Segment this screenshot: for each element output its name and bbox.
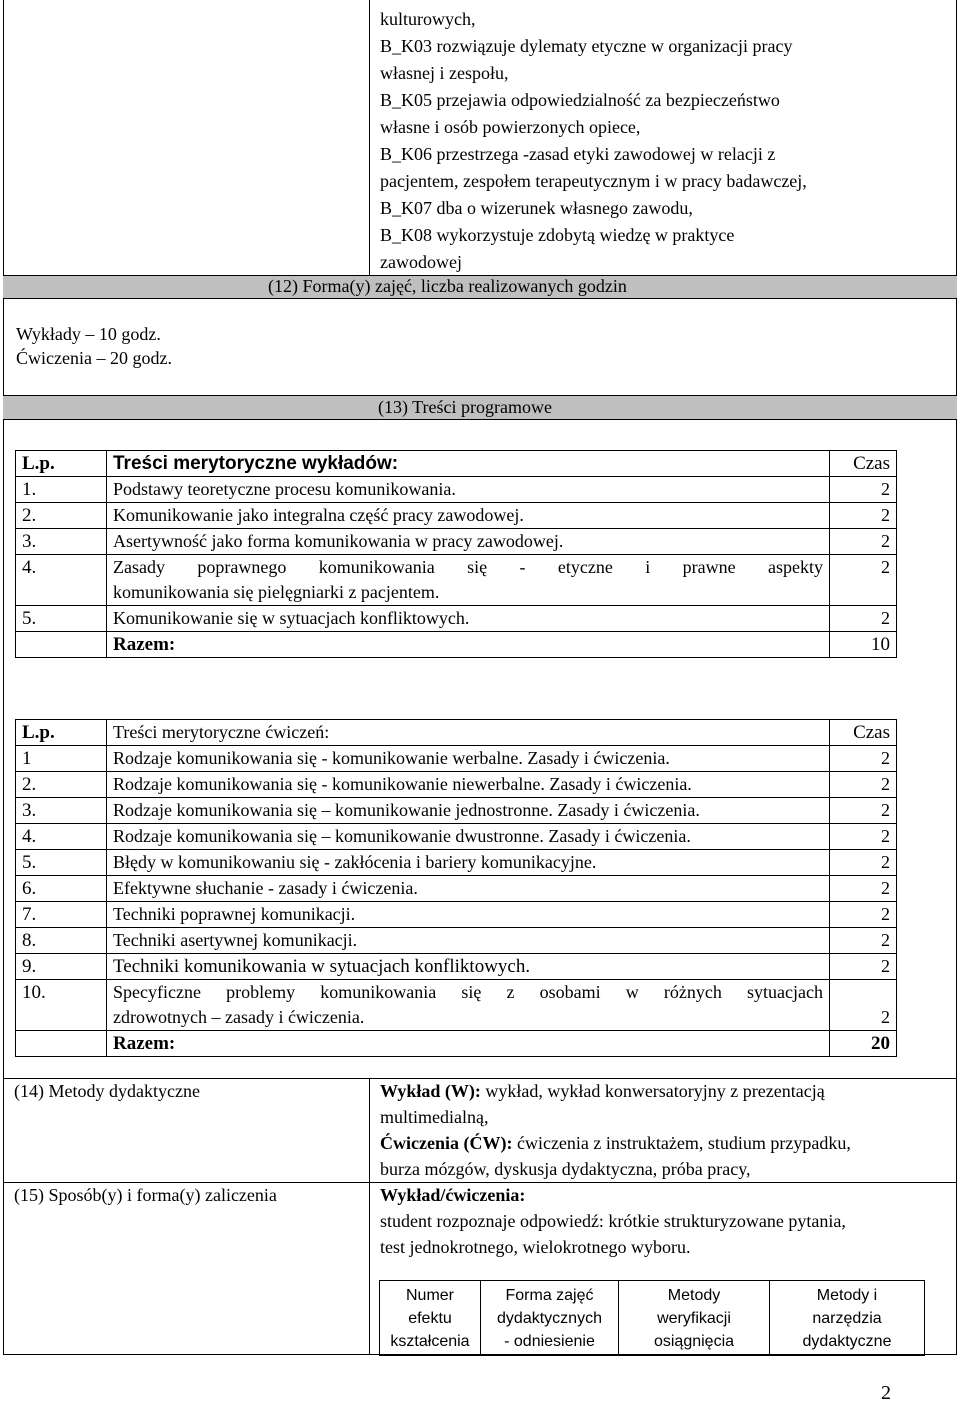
table-row [16, 606, 897, 632]
col-verification-methods [619, 1281, 770, 1356]
assessment-line: student rozpoznaje odpowiedź: krótkie strukturyzowane pytania, [380, 1211, 846, 1231]
row-content: Techniki komunikowania w sytuacjach konfliktowych. [107, 954, 830, 980]
section-13-title: (13) Treści programowe [378, 397, 552, 417]
row-time: 2 [830, 606, 897, 632]
lecture-methods [380, 1078, 825, 1104]
row-content: Rodzaje komunikowania się - komunikowanie werbalne. Zasady i ćwiczenia. [107, 746, 830, 772]
row-time: 2 [830, 980, 897, 1031]
row-number: 2. [16, 503, 107, 529]
col-class-form [481, 1281, 619, 1356]
row-number: 1 [16, 746, 107, 772]
row-content: Błędy w komunikowaniu się - zakłócenia i bariery komunikacyjne. [107, 850, 830, 876]
row-time: 2 [830, 824, 897, 850]
table-row [16, 954, 897, 980]
effects-matrix-table [379, 1280, 925, 1356]
header-line: Numer [405, 1286, 454, 1304]
table-row [16, 746, 897, 772]
effect-line: pacjentem, zespołem terapeutycznym i w pracy badawczej, [380, 171, 807, 191]
header-line: kształcenia [390, 1332, 470, 1350]
header-line: narzędzia [812, 1309, 882, 1327]
total-row [16, 632, 897, 658]
row-content: Rodzaje komunikowania się – komunikowanie jednostronne. Zasady i ćwiczenia. [107, 798, 830, 824]
section-12-title: (12) Forma(y) zajęć, liczba realizowanych godzin [268, 276, 627, 296]
lecture-methods-text: wykład, wykład konwersatoryjny z prezentacją [480, 1081, 825, 1101]
row-content [107, 980, 830, 1031]
assessment-heading: Wykład/ćwiczenia: [380, 1185, 526, 1205]
header-line: Forma zajęć [505, 1286, 594, 1304]
time-header: Czas [830, 451, 897, 477]
effect-line: B_K08 wykorzystuje zdobytą wiedzę w praktyce [380, 225, 735, 245]
table-header-row [380, 1281, 925, 1356]
page-number: 2 [881, 1382, 891, 1404]
row-content-line: Zasady poprawnego komunikowania się - etyczne i prawne aspekty [113, 557, 823, 577]
table-row [16, 902, 897, 928]
row-time: 2 [830, 503, 897, 529]
row-number: 5. [16, 850, 107, 876]
header-line: - odniesienie [504, 1332, 595, 1350]
row-time: 2 [830, 798, 897, 824]
lectures-hours: Wykłady – 10 godz. [16, 324, 161, 344]
header-line: efektu [408, 1309, 452, 1327]
row-number: 7. [16, 902, 107, 928]
assessment-line: test jednokrotnego, wielokrotnego wyboru. [380, 1237, 691, 1257]
row-content: Rodzaje komunikowania się - komunikowanie niewerbalne. Zasady i ćwiczenia. [107, 772, 830, 798]
lectures-table [15, 450, 897, 658]
row-time: 2 [830, 954, 897, 980]
row-number: 9. [16, 954, 107, 980]
table-row [16, 876, 897, 902]
frame-left [3, 0, 4, 1355]
row-content-line: komunikowania się pielęgniarki z pacjentem. [113, 582, 440, 602]
table-row [16, 503, 897, 529]
total-row [16, 1031, 897, 1057]
row-content: Komunikowanie się w sytuacjach konfliktowych. [107, 606, 830, 632]
row-time: 2 [830, 902, 897, 928]
header-line: dydaktyczne [802, 1332, 892, 1350]
section-15-label: (15) Sposób(y) i forma(y) zaliczenia [14, 1185, 277, 1205]
row-content-line: zdrowotnych – zasady i ćwiczenia. [113, 1007, 365, 1027]
effect-line: B_K07 dba o wizerunek własnego zawodu, [380, 198, 693, 218]
header-line: Metody [667, 1286, 721, 1304]
effect-line: własnej i zespołu, [380, 63, 509, 83]
row-number: 3. [16, 529, 107, 555]
row-content-line: Specyficzne problemy komunikowania się z osobami w różnych sytuacjach [113, 982, 823, 1002]
row-number: 5. [16, 606, 107, 632]
table-row [16, 824, 897, 850]
row-content: Komunikowanie jako integralna część pracy zawodowej. [107, 503, 830, 529]
table-row [16, 798, 897, 824]
exercise-methods-text: ćwiczenia z instruktażem, studium przypadku, [512, 1133, 851, 1153]
effect-line: B_K03 rozwiązuje dylematy etyczne w organizacji pracy [380, 36, 793, 56]
row-time: 2 [830, 529, 897, 555]
header-line: Metody i [816, 1286, 878, 1304]
top-divider [369, 0, 370, 275]
frame-right [956, 0, 957, 1355]
section-14-label: (14) Metody dydaktyczne [14, 1081, 200, 1101]
effect-line: kulturowych, [380, 9, 476, 29]
row-number: 2. [16, 772, 107, 798]
total-label: Razem: [107, 1031, 830, 1057]
effect-line: B_K06 przestrzega -zasad etyki zawodowej w relacji z [380, 144, 776, 164]
table-row [16, 980, 897, 1031]
table-row [16, 928, 897, 954]
header-line: osiągnięcia [653, 1332, 735, 1350]
time-header: Czas [830, 720, 897, 746]
row-number: 3. [16, 798, 107, 824]
header-line: dydaktycznych [497, 1309, 602, 1327]
row-content: Rodzaje komunikowania się – komunikowanie dwustronne. Zasady i ćwiczenia. [107, 824, 830, 850]
row-number: 4. [16, 824, 107, 850]
table-row [16, 772, 897, 798]
exercise-methods-cont: burza mózgów, dyskusja dydaktyczna, próba pracy, [380, 1159, 751, 1179]
exercises-hours: Ćwiczenia – 20 godz. [16, 348, 172, 368]
total-value: 20 [830, 1031, 897, 1057]
col-didactic-tools [770, 1281, 925, 1356]
table-row [16, 529, 897, 555]
effect-line: zawodowej [380, 252, 462, 272]
table-row [16, 850, 897, 876]
total-value: 10 [830, 632, 897, 658]
row-time: 2 [830, 555, 897, 606]
row-time: 2 [830, 876, 897, 902]
lecture-methods-label: Wykład (W): [380, 1081, 481, 1101]
effect-line: B_K05 przejawia odpowiedzialność za bezpieczeństwo [380, 90, 780, 110]
lp-header: L.p. [16, 451, 107, 477]
exercise-methods [380, 1130, 851, 1156]
exercise-methods-label: Ćwiczenia (ĆW): [380, 1133, 513, 1153]
row-time: 2 [830, 746, 897, 772]
row-number: 10. [16, 980, 107, 1031]
total-label: Razem: [107, 632, 830, 658]
row-content: Efektywne słuchanie - zasady i ćwiczenia. [107, 876, 830, 902]
row-time: 2 [830, 850, 897, 876]
lecture-methods-cont: multimedialną, [380, 1107, 489, 1127]
table-row [16, 555, 897, 606]
row-content: Asertywność jako forma komunikowania w pracy zawodowej. [107, 529, 830, 555]
row-content: Podstawy teoretyczne procesu komunikowania. [107, 477, 830, 503]
exercises-table [15, 719, 897, 1057]
row-content: Techniki asertywnej komunikacji. [107, 928, 830, 954]
header-line: weryfikacji [657, 1309, 731, 1327]
divider [369, 1078, 370, 1355]
row-number: 1. [16, 477, 107, 503]
desc-header: Treści merytoryczne ćwiczeń: [107, 720, 830, 746]
row-content: Techniki poprawnej komunikacji. [107, 902, 830, 928]
desc-header: Treści merytoryczne wykładów: [107, 451, 830, 477]
table-header-row [16, 451, 897, 477]
table-row [16, 477, 897, 503]
lp-header: L.p. [16, 720, 107, 746]
row-number: 8. [16, 928, 107, 954]
row-time: 2 [830, 772, 897, 798]
effect-line: własne i osób powierzonych opiece, [380, 117, 641, 137]
row-number: 6. [16, 876, 107, 902]
col-effect-number [380, 1281, 481, 1356]
row-content [107, 555, 830, 606]
row-time: 2 [830, 928, 897, 954]
row-number: 4. [16, 555, 107, 606]
table-header-row [16, 720, 897, 746]
row-time: 2 [830, 477, 897, 503]
